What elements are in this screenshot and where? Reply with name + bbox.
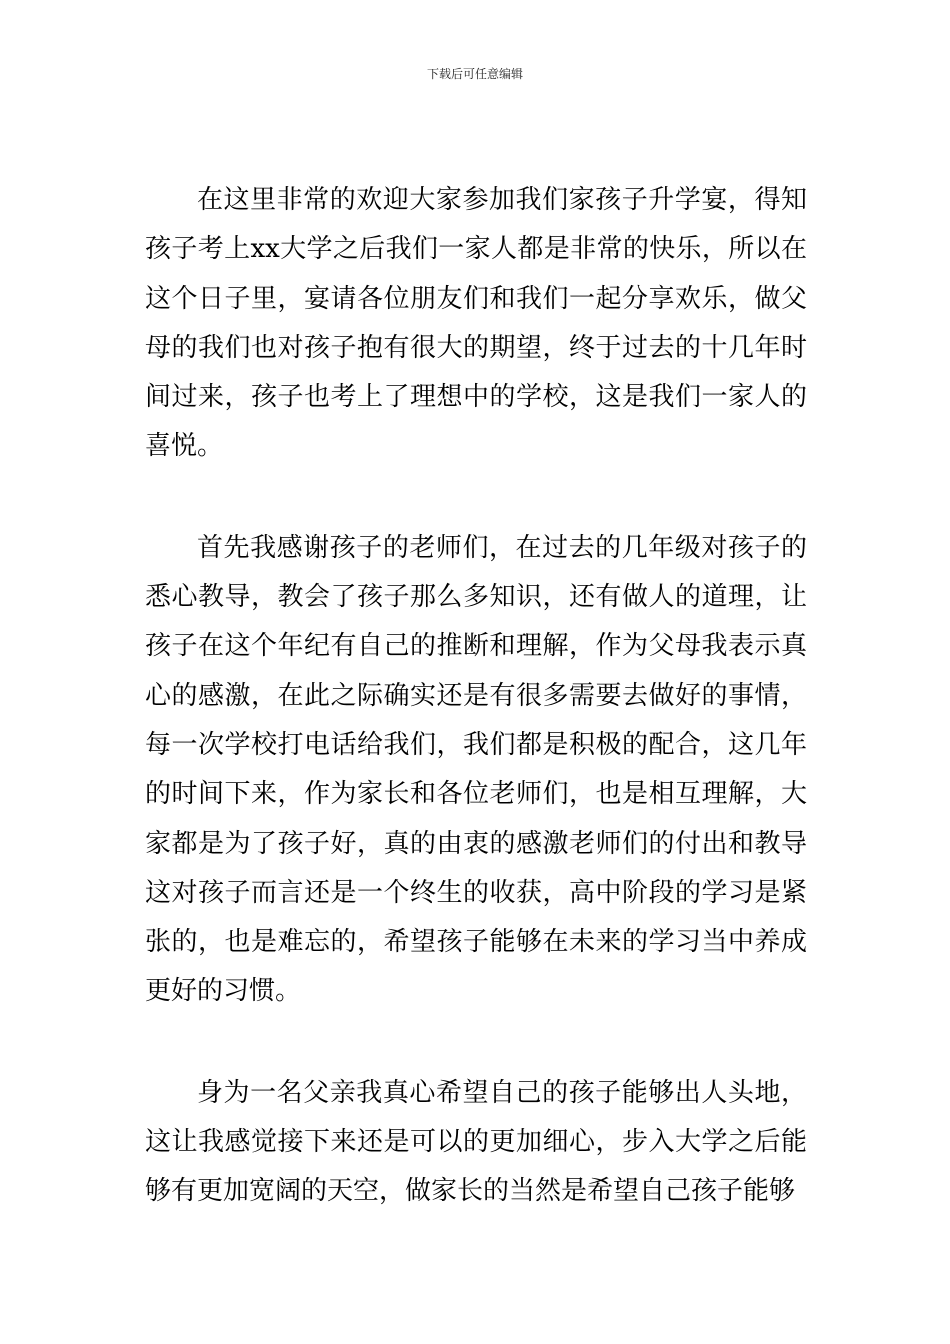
paragraph-3: 身为一名父亲我真心希望自己的孩子能够出人头地，这让我感觉接下来还是可以的更加细心，步入大学之后能够有更加宽阔的天空，做家长的当然是希望自己孩子能够	[145, 1077, 807, 1207]
paragraph-2: 首先我感谢孩子的老师们，在过去的几年级对孩子的悉心教导，教会了孩子那么多知识，还有做人的道理，让孩子在这个年纪有自己的推断和理解，作为父母我表示真心的感激，在此之际确实还是有很多需要去做好的事情，每一次学校打电话给我们，我们都是积极的配合，这几年的时间下来，作为家长和各位老师们，也是相互理解，大家都是为了孩子好，真的由衷的感激老师们的付出和教导这对孩子而言还是一个终生的收获，高中阶段的学习是紧张的，也是难忘的，希望孩子能够在未来的学习当中养成更好的习惯。	[145, 532, 807, 1007]
paragraph-1: 在这里非常的欢迎大家参加我们家孩子升学宴，得知孩子考上xx大学之后我们一家人都是非常的快乐，所以在这个日子里，宴请各位朋友们和我们一起分享欢乐，做父母的我们也对孩子抱有很大的期望，终于过去的十几年时间过来，孩子也考上了理想中的学校，这是我们一家人的喜悦。	[145, 185, 807, 462]
page-header: 下载后可任意编辑	[426, 67, 523, 81]
document-body	[145, 176, 807, 1217]
